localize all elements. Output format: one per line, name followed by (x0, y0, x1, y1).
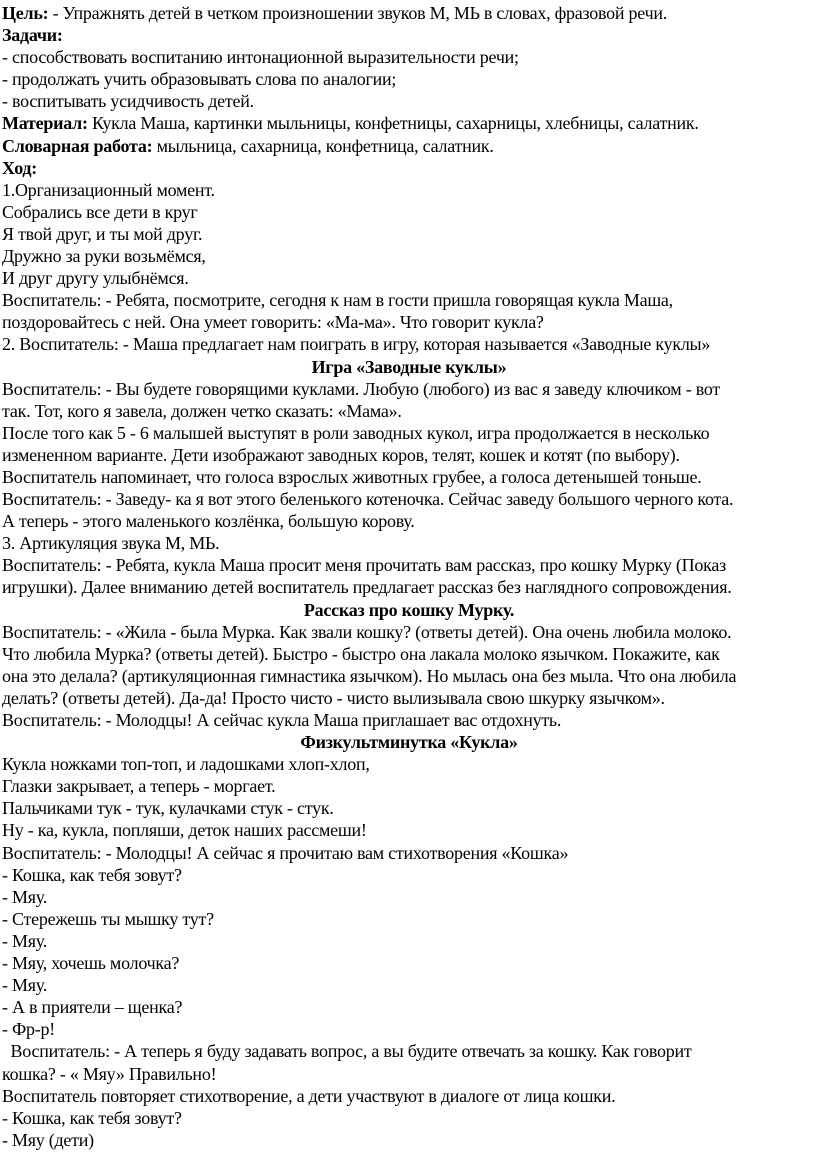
text-line: Воспитатель: - Молодцы! А сейчас я прочитаю вам стихотворения «Кошка» (2, 842, 569, 863)
material-text: Кукла Маша, картинки мыльницы, конфетницы, сахарницы, хлебницы, салатник. (87, 113, 699, 134)
tasks-heading (2, 24, 816, 46)
text-line: Воспитатель: - «Жила - была Мурка. Как звали кошку? (ответы детей). Она очень любила молоко. (2, 621, 732, 642)
text-line: Я твой друг, и ты мой друг. (2, 223, 203, 244)
text-line: Глазки закрывает, а теперь - моргает. (2, 776, 276, 797)
text-line: Воспитатель: - Молодцы! А сейчас кукла Маша приглашает вас отдохнуть. (2, 710, 562, 730)
text-line: Ну - ка, кукла, попляши, деток наших рассмеши! (2, 820, 367, 841)
text-line: Собрались все дети в круг (2, 201, 198, 222)
text-line: После того как 5 - 6 малышей выступят в роли заводных кукол, игра продолжается в несколько (2, 422, 710, 443)
text-line: Кукла ножками топ-топ, и ладошками хлоп-хлоп, (2, 754, 370, 775)
text-line: 2. Воспитатель: - Маша предлагает нам поиграть в игру, которая называется «Заводные куклы» (2, 334, 711, 355)
vocab-line (2, 135, 816, 157)
tasks-label: Задачи: (2, 25, 63, 46)
text-line: Воспитатель: - Ребята, посмотрите, сегодня к нам в гости пришла говорящая кукла Маша, (2, 290, 673, 311)
vocab-text: мыльница, сахарница, конфетница, салатник. (152, 135, 494, 156)
text-line: делать? (ответы детей). Да-да! Просто чисто - чисто вылизывала свою шкурку язычком». (2, 687, 665, 708)
text-line: 3. Артикуляция звука М, МЬ. (2, 533, 220, 554)
text-line: Воспитатель: - Ребята, кукла Маша просит меня прочитать вам рассказ, про кошку Мурку (Показ (2, 555, 726, 576)
goal-label: Цель: (2, 3, 49, 23)
text-line: - Фр-р! (2, 1019, 55, 1040)
text-line: - Мяу (дети) (2, 1129, 94, 1150)
text-line: Воспитатель: - Заведу- ка я вот этого беленького котеночка. Сейчас заведу большого черного кота. (2, 489, 734, 510)
goal-line (2, 2, 816, 24)
text-line: 1.Организационный момент. (2, 179, 215, 200)
goal-text: - Упражнять детей в четком произношении звуков М, МЬ в словах, фразовой речи. (48, 3, 668, 23)
text-line: кошка? - « Мяу» Правильно! (2, 1063, 217, 1084)
task-item: - продолжать учить образовывать слова по аналогии; (2, 69, 397, 90)
section-heading: Физкультминутка «Кукла» (300, 732, 518, 753)
text-line: поздоровайтесь с ней. Она умеет говорить: «Ма-ма». Что говорит кукла? (2, 312, 544, 333)
text-line: - Мяу. (2, 975, 47, 996)
text-line: игрушки). Далее вниманию детей воспитатель предлагает рассказ без наглядного сопровождения. (2, 577, 732, 598)
section-heading: Игра «Заводные куклы» (311, 356, 507, 377)
text-line: А теперь - этого маленького козлёнка, большую корову. (2, 511, 415, 532)
text-line: Пальчиками тук - тук, кулачками стук - стук. (2, 798, 334, 819)
text-line: - Мяу. (2, 930, 47, 951)
text-line: Воспитатель повторяет стихотворение, а дети участвуют в диалоге от лица кошки. (2, 1085, 616, 1106)
text-line: Дружно за руки возьмёмся, (2, 246, 206, 267)
course-label: Ход: (2, 157, 38, 178)
text-line: так. Тот, кого я завела, должен четко сказать: «Мама». (2, 400, 402, 421)
text-line: измененном варианте. Дети изображают заводных коров, телят, кошек и котят (по выбору). (2, 444, 680, 465)
task-item: - способствовать воспитанию интонационной выразительности речи; (2, 47, 519, 68)
text-line: - Мяу. (2, 886, 47, 907)
text-line: - Стережешь ты мышку тут? (2, 908, 214, 929)
material-label: Материал: (2, 113, 88, 134)
material-line (2, 112, 816, 134)
section-heading: Рассказ про кошку Мурку. (303, 599, 515, 620)
text-line: - Мяу, хочешь молочка? (2, 953, 180, 974)
text-line: И друг другу улыбнёмся. (2, 268, 189, 289)
vocab-label: Словарная работа: (2, 135, 153, 156)
text-line: она это делала? (артикуляционная гимнастика язычком). Но мылась она без мыла. Что она любила (2, 665, 737, 686)
text-line: Воспитатель: - Вы будете говорящими куклами. Любую (любого) из вас я заведу ключиком - вот (2, 378, 720, 399)
text-line: Воспитатель: - А теперь я буду задавать вопрос, а вы будите отвечать за кошку. Как говорит (2, 1041, 692, 1062)
text-line: - Кошка, как тебя зовут? (2, 864, 182, 885)
text-line: Что любила Мурка? (ответы детей). Быстро - быстро она лакала молоко язычком. Покажите, как (2, 643, 720, 664)
text-line: - Кошка, как тебя зовут? (2, 1107, 182, 1128)
text-line: Воспитатель напоминает, что голоса взрослых животных грубее, а голоса детенышей тоньше. (2, 466, 702, 487)
text-line: - А в приятели – щенка? (2, 997, 183, 1018)
task-item: - воспитывать усидчивость детей. (2, 91, 254, 112)
course-heading (2, 157, 816, 179)
lesson-body (2, 179, 816, 1151)
